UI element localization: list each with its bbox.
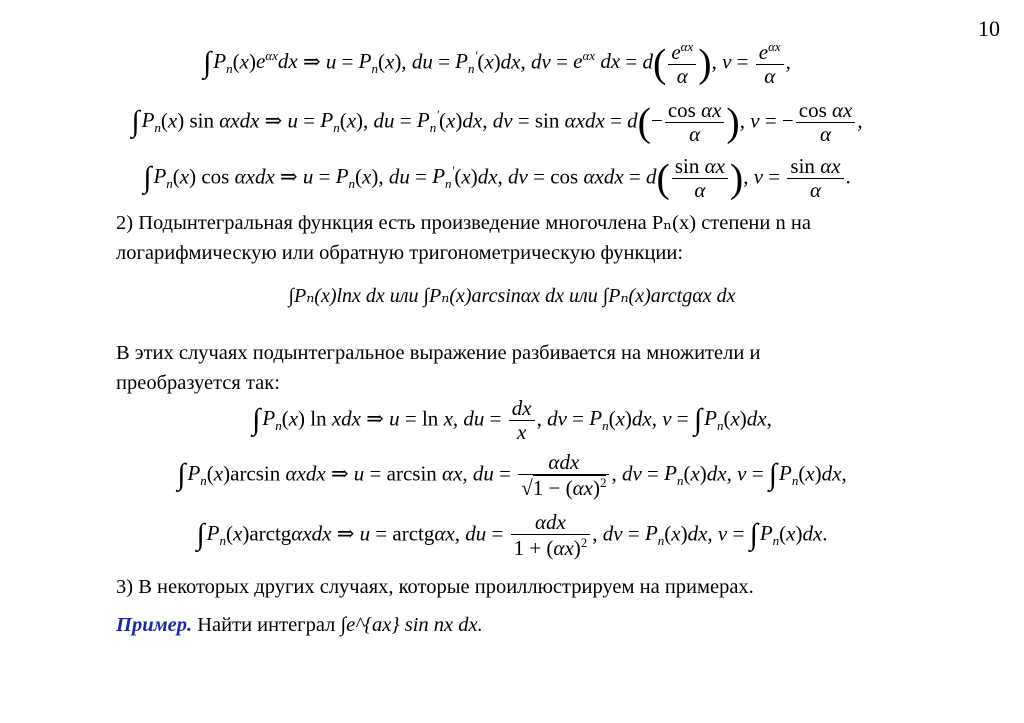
page-number: 10: [978, 16, 1000, 41]
formula-exp: $\int P_n(x)e^{\alpha x}dx$ ⇒ $u = P_n(x)$, du = $P_n'(x)dx$, dv = $e^{\alpha x}$ dx = d( $\frac{e^{\alpha x}}{\alpha}$ ), v = $\frac{e^{\alpha x}}{\alpha}$ ,: [203, 39, 791, 88]
formula-cos: $\int P_n(x)$ cos αxdx ⇒ $u = P_n(x)$, du = $P_n'(x)dx$, dv = cos αxdx = d( $\frac{\text{sin αx}}{\alpha}$ ), v = $\frac{\text{sin αx}}{\alpha}$ .: [143, 154, 851, 202]
formula-arcsin: $\int P_n(x)\arcsin$ αxdx ⇒ u = arcsin αx, du = $\frac{\text{αdx}}{√1 - (\alpha x)^2}$ , dv = $P_n(x)dx$, $v = \int P_n(x)dx$,: [177, 450, 847, 500]
formula-sin: $\int P_n(x)$ sin αxdx ⇒ $u = P_n(x)$, du = $P_n'(x)dx$, dv = sin αxdx = d(− $\frac{\text{cos αx}}{\alpha}$ ), v = − $\frac{\text{cos αx}}{\alpha}$ ,: [131, 98, 863, 146]
example-text: Найти интеграл: [197, 614, 336, 636]
example-formula: ∫e^{ax} sin nx dx.: [340, 614, 483, 636]
log-integrals: ∫Pₙ(x)lnx dx или ∫Pₙ(x)arcsinαx dx или ∫Pₙ(x)arctgαx dx: [288, 285, 736, 307]
item3: 3) В некоторых других случаях, которые проиллюстрируем на примерах.: [116, 576, 754, 598]
formula-ln: $\int P_n(x)$ ln xdx ⇒ u = ln x, du = $\frac{dx}{x}$ , dv = $P_n(x)dx$, $v = \int P_n(x)dx$,: [252, 396, 772, 444]
example-label: Пример.: [116, 614, 193, 636]
item2-line2: логарифмическую или обратную тригонометрическую функции:: [116, 242, 684, 264]
transform-text-line2: преобразуется так:: [116, 372, 280, 394]
example-line: [116, 610, 916, 640]
formula-arctg: $\int P_n(x)arctg\alpha xdx$ ⇒ u = arctgαx, du = $\frac{\text{αdx}}{1 + (\alpha x)^2}$ , dv = $P_n(x)dx$, $v = \int P_n(x)dx$.: [196, 510, 828, 560]
item2-line1: 2) Подынтегральная функция есть произведение многочлена Pₙ(x) степени n на: [116, 212, 811, 234]
transform-text-line1: В этих случаях подынтегральное выражение разбивается на множители и: [116, 342, 761, 364]
